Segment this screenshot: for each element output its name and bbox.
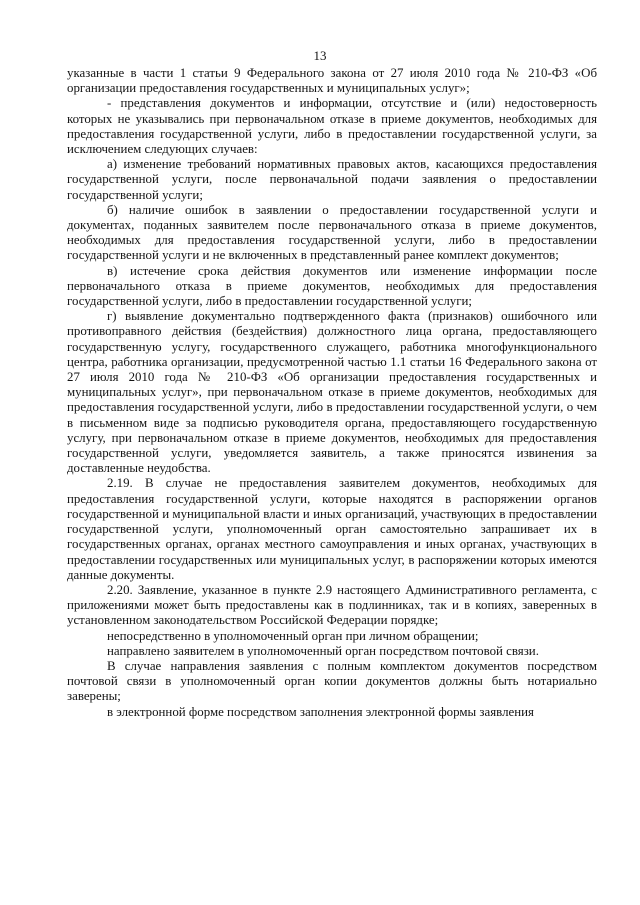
paragraph-case-a: а) изменение требований нормативных правовых актов, касающихся предоставления государственной услуги, после первоначальной подачи заявления о предоставлении государственной услуги; xyxy=(67,157,597,202)
paragraph-in-person: непосредственно в уполномоченный орган при личном обращении; xyxy=(107,628,479,643)
paragraph-section-2-19: 2.19. В случае не предоставления заявителем документов, необходимых для предоставления государственной услуги, которые находятся в распоряжении органов государственной и муниципальной власти и иных организаций, участвующих в предоставлении государственной услуги, уполномоченный орган самостоятельно запрашивает их в государственных органах, органах местного самоуправления и иных органах, участвующих в предоставлении государственных или муниципальных услуг, в распоряжении которых имеются данные документы. xyxy=(67,476,597,582)
paragraph-case-c: в) истечение срока действия документов или изменение информации после первоначального отказа в приеме документов, необходимых для предоставления государственной услуги, либо в предоставлении государственной услуги; xyxy=(67,263,597,309)
paragraph-postal-copies: В случае направления заявления с полным комплектом документов посредством почтовой связи в уполномоченный орган копии документов должны быть нотариально заверены; xyxy=(67,658,597,704)
paragraph-section-2-20: 2.20. Заявление, указанное в пункте 2.9 настоящего Административного регламента, с приложениями может быть предоставлены как в подлинниках, так и в копиях, заверенных в установленном законодательством Российской Федерации порядке; xyxy=(67,582,597,628)
paragraph-documents-absence: - представления документов и информации, отсутствие и (или) недостоверность которых не указывались при первоначальном отказе в приеме документов, необходимых для предоставления государственной услуги, либо в предоставлении государственной услуги, за исключением следующих случаев: xyxy=(67,96,597,157)
document-body xyxy=(67,66,597,720)
paragraph-by-post: направлено заявителем в уполномоченный орган посредством почтовой связи. xyxy=(107,643,539,658)
page-number: 13 xyxy=(313,48,327,63)
paragraph-law-reference-continuation: указанные в части 1 статьи 9 Федерального закона от 27 июля 2010 года № 210-ФЗ «Об организации предоставления государственных и муниципальных услуг»; xyxy=(67,66,597,96)
paragraph-case-d: г) выявление документально подтвержденного факта (признаков) ошибочного или противоправного действия (бездействия) должностного лица органа, предоставляющего государственную услугу, государственного служащего, работника многофункционального центра, работника организации, предусмотренной частью 1.1 статьи 16 Федерального закона от 27 июля 2010 года № 210-ФЗ «Об организации предоставления государственных и муниципальных услуг», при первоначальном отказе в приеме документов, необходимых для предоставления государственной услуги, либо в предоставлении государственной услуги, о чем в письменном виде за подписью руководителя органа, предоставляющего государственную услугу, при первоначальном отказе в приеме документов, необходимых для предоставления государственной услуги, уведомляется заявитель, а также приносятся извинения за доставленные неудобства. xyxy=(67,309,597,476)
paragraph-electronic-form: в электронной форме посредством заполнения электронной формы заявления xyxy=(107,704,534,719)
paragraph-case-b: б) наличие ошибок в заявлении о предоставлении государственной услуги и документах, поданных заявителем после первоначального отказа в приеме документов, необходимых для предоставления государственной услуги, либо в предоставлении государственной услуги и не включенных в представленный ранее комплект документов; xyxy=(67,202,597,263)
